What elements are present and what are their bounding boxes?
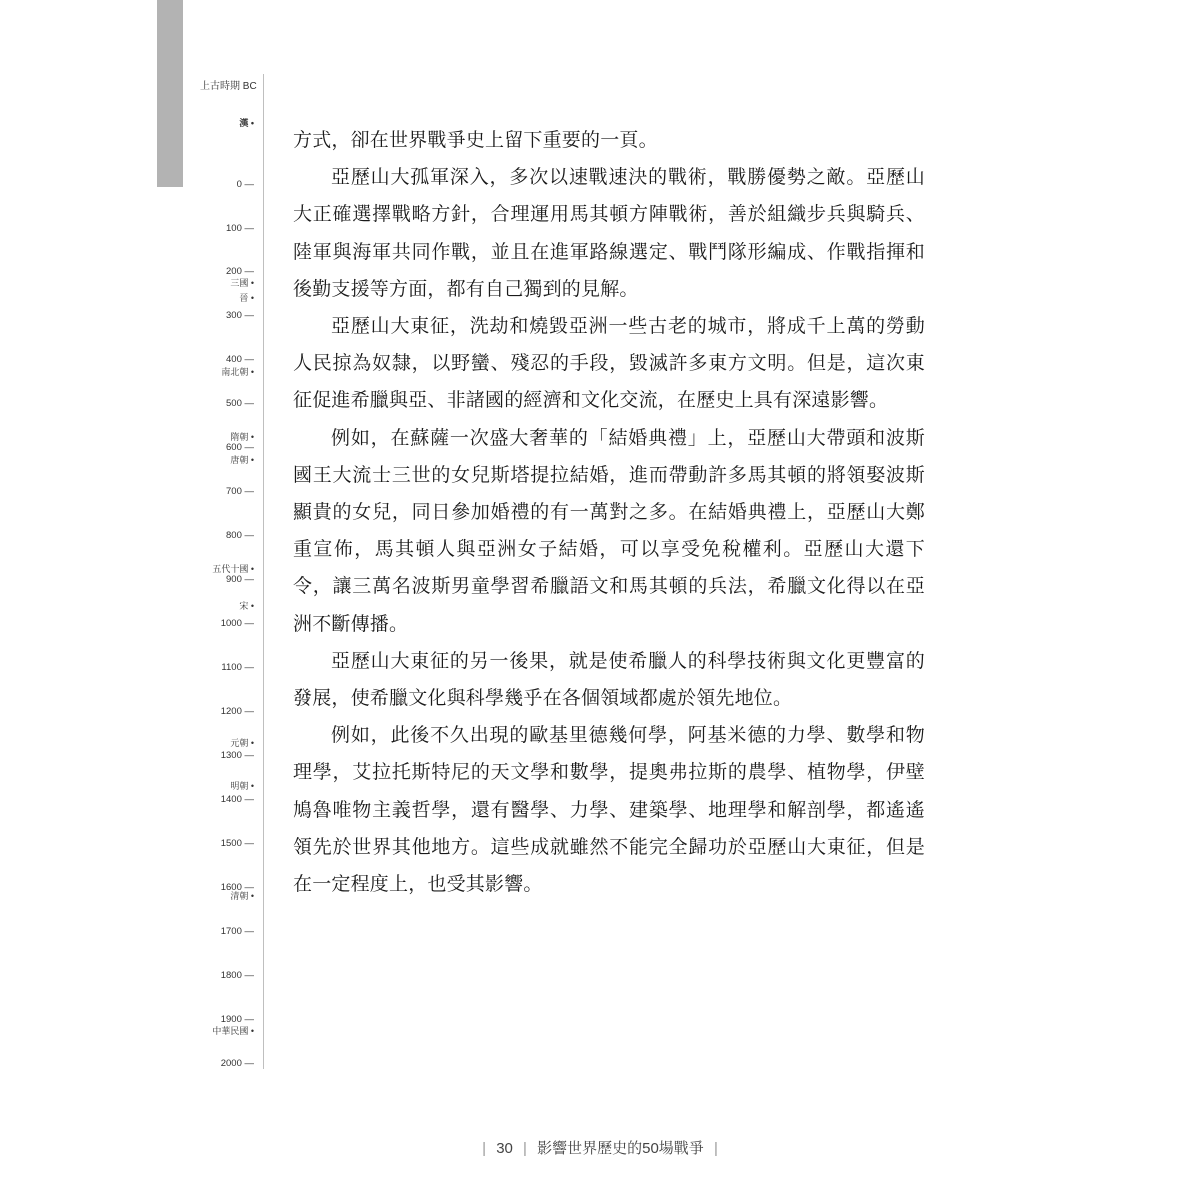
timeline-tick: 100 —	[226, 223, 254, 234]
paragraph: 亞歷山大孤軍深入，多次以速戰速決的戰術，戰勝優勢之敵。亞歷山大正確選擇戰略方針，合理運用馬其頓方陣戰術，善於組織步兵與騎兵、陸軍與海軍共同作戰，並且在進軍路線選定、戰鬥隊形編成、作戰指揮和後勤支援等方面，都有自己獨到的見解。	[293, 166, 925, 300]
timeline-tick: 800 —	[226, 530, 254, 541]
timeline-tick: 1700 —	[220, 926, 254, 937]
paragraph: 方式，卻在世界戰爭史上留下重要的一頁。	[293, 129, 658, 151]
chapter-tab-marker	[157, 0, 183, 187]
footer-separator: |	[482, 1140, 487, 1157]
page-footer	[0, 1137, 1200, 1158]
timeline-tick: 700 —	[226, 486, 254, 497]
page-number: 30	[496, 1140, 513, 1157]
timeline-tick: 500 —	[226, 398, 254, 409]
timeline-tick: 1500 —	[220, 838, 254, 849]
timeline-tick: 0 —	[236, 179, 254, 190]
timeline-dynasty: 元朝 •	[230, 738, 254, 748]
timeline-era-header: 上古時期 BC	[200, 81, 257, 92]
paragraph: 亞歷山大東征的另一後果，就是使希臘人的科學技術與文化更豐富的發展，使希臘文化與科學幾乎在各個領域都處於領先地位。	[293, 649, 925, 710]
timeline-tick: 300 —	[226, 310, 254, 321]
body-text	[293, 122, 925, 903]
timeline-dynasty: 五代十國 •	[212, 564, 254, 574]
timeline-tick: 1600 —	[220, 882, 254, 893]
book-title: 影響世界歷史的50場戰爭	[537, 1140, 704, 1157]
paragraph: 例如，在蘇薩一次盛大奢華的「結婚典禮」上，亞歷山大帶頭和波斯國王大流士三世的女兒斯塔提拉結婚，進而帶動許多馬其頓的將領娶波斯顯貴的女兒，同日參加婚禮的有一萬對之多。在結婚典禮上，亞歷山大鄭重宣佈，馬其頓人與亞洲女子結婚，可以享受免稅權利。亞歷山大還下令，讓三萬名波斯男童學習希臘語文和馬其頓的兵法，希臘文化得以在亞洲不斷傳播。	[293, 426, 925, 635]
timeline-tick: 1900 —	[220, 1014, 254, 1025]
timeline-tick: 2000 —	[220, 1058, 254, 1069]
timeline-tick: 400 —	[226, 354, 254, 365]
timeline-tick: 600 —	[226, 442, 254, 453]
footer-separator: |	[523, 1140, 527, 1157]
paragraph: 例如，此後不久出現的歐基里德幾何學，阿基米德的力學、數學和物理學，艾拉托斯特尼的天文學和數學，提奧弗拉斯的農學、植物學，伊壁鳩魯唯物主義哲學，還有醫學、力學、建築學、地理學和解剖學，都遙遙領先於世界其他地方。這些成就雖然不能完全歸功於亞歷山大東征，但是在一定程度上，也受其影響。	[293, 724, 925, 896]
timeline-tick: 200 —	[226, 266, 254, 277]
timeline-tick: 1000 —	[220, 618, 254, 629]
timeline-tick: 1300 —	[220, 750, 254, 761]
timeline-tick: 1200 —	[220, 706, 254, 717]
timeline-dynasty: 晉 •	[239, 293, 254, 303]
timeline-axis	[263, 74, 264, 1069]
timeline-dynasty: 中華民國 •	[212, 1026, 254, 1036]
timeline-dynasty: 唐朝 •	[230, 455, 254, 465]
timeline-dynasty: 三國 •	[230, 278, 254, 288]
timeline-dynasty: 漢 •	[239, 118, 254, 128]
timeline-dynasty: 南北朝 •	[221, 367, 254, 377]
timeline-tick: 1400 —	[220, 794, 254, 805]
timeline-dynasty: 宋 •	[239, 601, 254, 611]
timeline-dynasty: 明朝 •	[230, 781, 254, 791]
timeline-dynasty: 清朝 •	[230, 891, 254, 901]
timeline-tick: 1800 —	[220, 970, 254, 981]
timeline-tick: 1100 —	[221, 662, 254, 673]
footer-separator: |	[713, 1140, 718, 1157]
timeline-tick: 900 —	[226, 574, 254, 585]
timeline-dynasty: 隋朝 •	[230, 432, 254, 442]
paragraph: 亞歷山大東征，洗劫和燒毀亞洲一些古老的城市，將成千上萬的勞動人民掠為奴隸，以野蠻、殘忍的手段，毀滅許多東方文明。但是，這次東征促進希臘與亞、非諸國的經濟和文化交流，在歷史上具有深遠影響。	[293, 315, 925, 412]
